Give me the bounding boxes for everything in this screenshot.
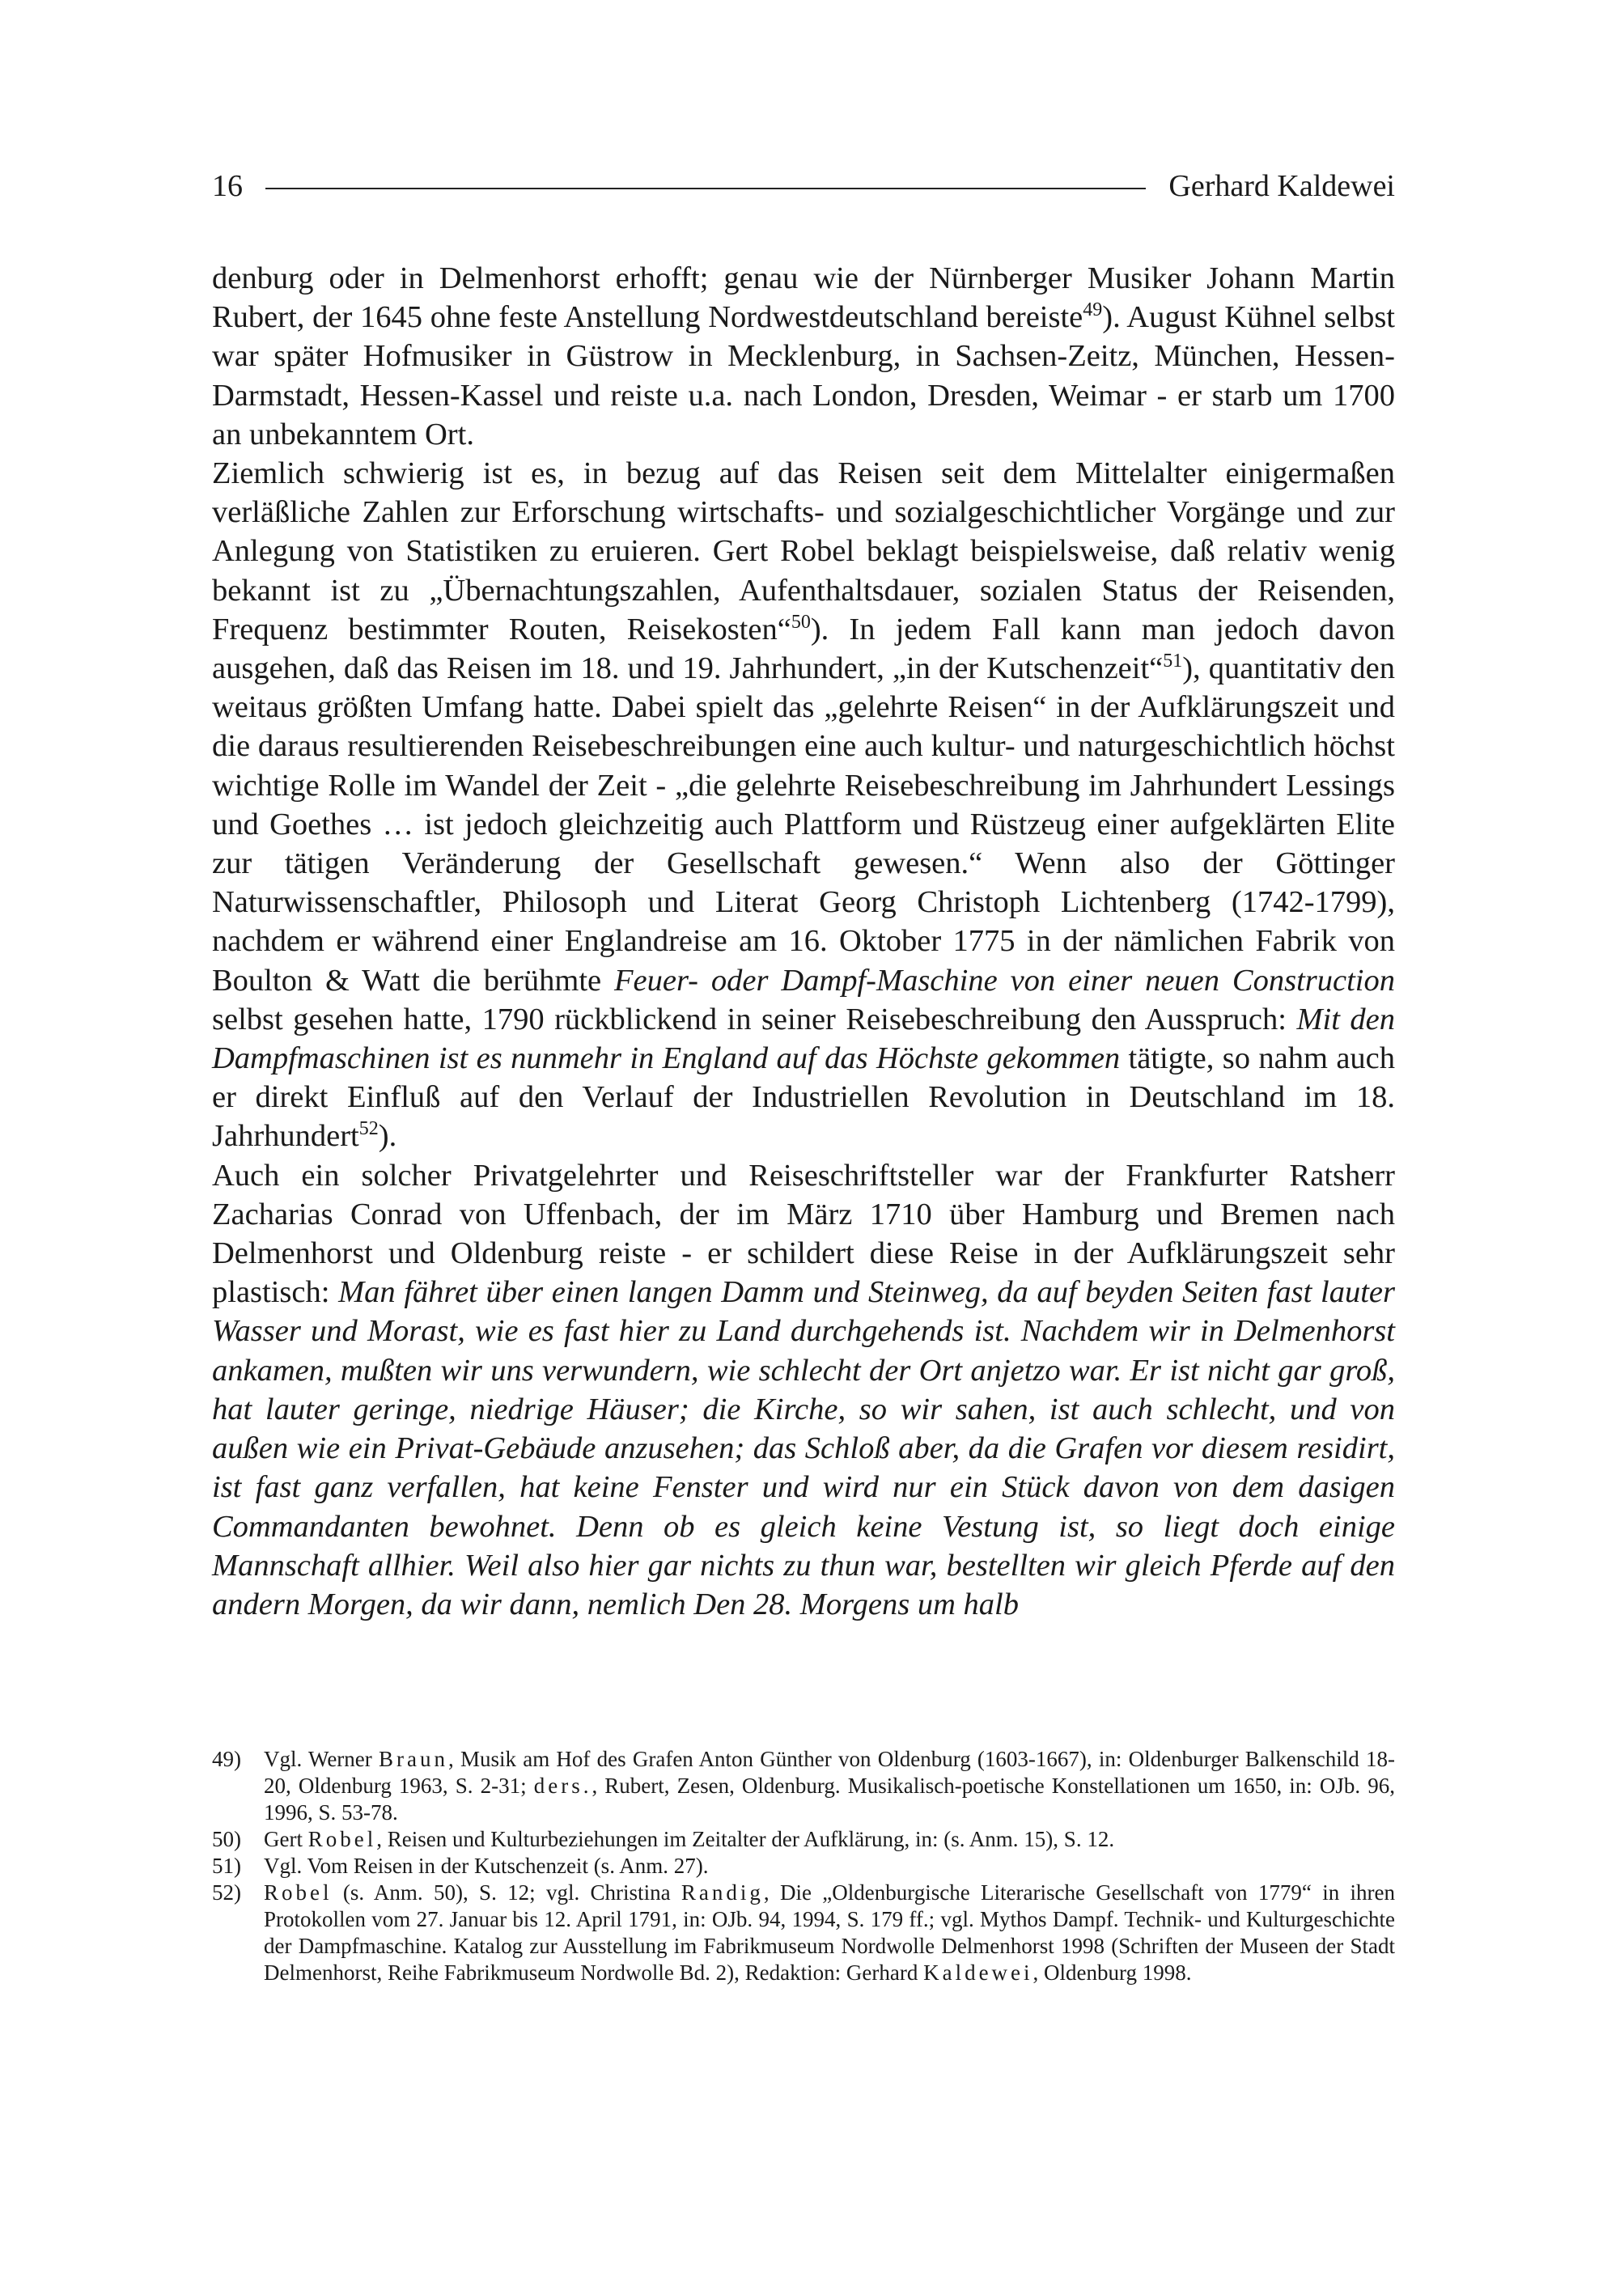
text-run: , Oldenburg 1998. xyxy=(1032,1960,1192,1985)
text-run: (s. Anm. 50), S. 12; vgl. Christina xyxy=(332,1880,681,1905)
author-surname: Robel xyxy=(307,1827,377,1851)
footnote-number: 51) xyxy=(212,1854,241,1878)
footnote xyxy=(212,1880,1395,1986)
text-run: , Reisen und Kulturbeziehungen im Zeitalter der Aufklärung, in: (s. Anm. 15), S. 12. xyxy=(376,1827,1115,1851)
footnote-text xyxy=(264,1880,1395,1986)
text-run: ). August Kühnel selbst war später Hofmusiker in Güstrow in Mecklenburg, in Sachsen-Zeitz, München, Hessen-Darmstadt, Hessen-Kassel und reiste u.a. nach London, Dresden, Weimar - er starb um 1700 an unbekanntem Ort. xyxy=(212,300,1395,451)
text-run: , Musik am Hof des Grafen Anton Günther von Oldenburg (1603-1667), in: Oldenburger Balkenschild 18-20, Oldenburg 1963, S. 2-31; xyxy=(264,1747,1395,1798)
text-run: Vgl. Vom Reisen in der Kutschenzeit (s. Anm. 27). xyxy=(264,1854,709,1878)
footnote xyxy=(212,1853,1395,1880)
text-run: selbst gesehen hatte, 1790 rückblickend in seiner Reisebeschreibung den Ausspruch: xyxy=(212,1002,1297,1036)
footnote-text xyxy=(264,1853,1395,1880)
paragraph xyxy=(212,454,1395,1156)
body-text xyxy=(212,259,1395,1624)
footnote-number: 52) xyxy=(212,1880,241,1905)
text-run: Gert xyxy=(264,1827,308,1851)
text-run: Auch ein solcher Privatgelehrter und Reiseschriftsteller war der Frankfurter Ratsherr Zacharias Conrad von Uffenbach, der im März 1710 über Hamburg und Bremen nach Delmenhorst und Oldenburg reiste - er schildert diese Reise in der Aufklärungszeit sehr plastisch: xyxy=(212,1158,1395,1310)
text-run: , Rubert, Zesen, Oldenburg. Musikalisch-poetische Konstellationen um 1650, in: OJb. 96, 1996, S. 53-78. xyxy=(264,1774,1395,1825)
footnote xyxy=(212,1826,1395,1853)
paragraph xyxy=(212,259,1395,454)
footnote-text xyxy=(264,1826,1395,1853)
text-run: denburg oder in Delmenhorst erhofft; genau wie der Nürnberger Musiker Johann Martin Rubert, der 1645 ohne feste Anstellung Nordwestdeutschland bereiste xyxy=(212,261,1395,335)
author-surname: Braun xyxy=(379,1747,448,1771)
text-run: ), quantitativ den weitaus größten Umfang hatte. Dabei spielt das „gelehrte Reisen“ in der Aufklärungszeit und die daraus resultierenden Reisebeschreibungen eine auch kultur- und naturgeschichtlich höchst wichtige Rolle im Wandel der Zeit - „die gelehrte Reisebeschreibung im Jahrhundert Lessings und Goethes … ist jedoch gleichzeitig auch Plattform und Rüstzeug einer aufgeklärten Elite zur tätigen Veränderung der Gesellschaft gewesen.“ Wenn also der Göttinger Naturwissenschaftler, Philosoph und Literat Georg Christoph Lichtenberg (1742-1799), nachdem er während einer Englandreise am 16. Oktober 1775 in der nämlichen Fabrik von Boulton & Watt die berühmte xyxy=(212,651,1395,998)
author-surname: Randig xyxy=(681,1880,764,1905)
italic-quote: Feuer- oder Dampf-Maschine von einer neuen Construction xyxy=(614,963,1395,998)
author-surname: Kaldewei xyxy=(923,1960,1033,1985)
footnote-number: 50) xyxy=(212,1827,241,1851)
italic-quote: Mit den Dampfmaschinen ist es nunmehr in England auf das Höchste gekommen xyxy=(212,1002,1395,1076)
footnotes xyxy=(212,1746,1395,1986)
footnote-number: 49) xyxy=(212,1747,241,1771)
footnote xyxy=(212,1746,1395,1826)
text-run: ). xyxy=(378,1119,397,1154)
author-name: Gerhard Kaldewei xyxy=(1168,169,1395,203)
footnote-ref: 49 xyxy=(1083,299,1103,321)
footnote-text xyxy=(264,1746,1395,1826)
italic-quote: Man fähret über einen langen Damm und Steinweg, da auf beyden Seiten fast lauter Wasser und Morast, wie es fast hier zu Land durchgehends ist. Nachdem wir in Delmenhorst ankamen, mußten wir uns verwundern, wie schlecht der Ort anjetzo war. Er ist nicht gar groß, hat lauter geringe, niedrige Häuser; die Kirche, so wir sahen, ist auch schlecht, und von außen wie ein Privat-Gebäude anzusehen; das Schloß aber, da die Grafen vor diesem residirt, ist fast ganz verfallen, hat keine Fenster und wird nur ein Stück davon von dem dasigen Commandanten bewohnet. Denn ob es gleich keine Vestung ist, so liegt doch einige Mannschaft allhier. Weil also hier gar nichts zu thun war, bestellten wir gleich Pferde auf den andern Morgen, da wir dann, nemlich Den 28. Morgens um halb xyxy=(212,1275,1395,1621)
text-run: tätigte, so nahm auch er direkt Einfluß auf den Verlauf der Industriellen Revolution in Deutschland im 18. Jahrhundert xyxy=(212,1041,1396,1154)
running-header xyxy=(212,162,1395,210)
author-surname: Robel xyxy=(264,1880,333,1905)
author-surname: ders. xyxy=(533,1774,592,1798)
text-run: , Die „Oldenburgische Literarische Gesellschaft von 1779“ in ihren Protokollen vom 27. Januar bis 12. April 1791, in: OJb. 94, 1994, S. 179 ff.; vgl. Mythos Dampf. Technik- und Kulturgeschichte der Dampfmaschine. Katalog zur Ausstellung im Fabrikmuseum Nordwolle Delmenhorst 1998 (Schriften der Museen der Stadt Delmenhorst, Reihe Fabrikmuseum Nordwolle Bd. 2), Redaktion: Gerhard xyxy=(264,1880,1395,1985)
page-number: 16 xyxy=(212,169,243,203)
footnote-ref: 51 xyxy=(1163,651,1183,672)
text-run: ). In jedem Fall kann man jedoch davon ausgehen, daß das Reisen im 18. und 19. Jahrhundert, „in der Kutschenzeit“ xyxy=(212,612,1395,686)
text-run: Ziemlich schwierig ist es, in bezug auf das Reisen seit dem Mittelalter einigermaßen verläßliche Zahlen zur Erforschung wirtschafts- und sozialgeschichtlicher Vorgänge und zur Anlegung von Statistiken zu eruieren. Gert Robel beklagt beispielsweise, daß relativ wenig bekannt ist zu „Übernachtungszahlen, Aufenthaltsdauer, sozialen Status der Reisenden, Frequenz bestimmter Routen, Reisekosten“ xyxy=(212,456,1395,646)
header-rule xyxy=(265,188,1146,189)
footnote-ref: 52 xyxy=(358,1118,379,1140)
text-run: Vgl. Werner xyxy=(264,1747,379,1771)
footnote-ref: 50 xyxy=(791,612,811,633)
paragraph xyxy=(212,1156,1395,1624)
